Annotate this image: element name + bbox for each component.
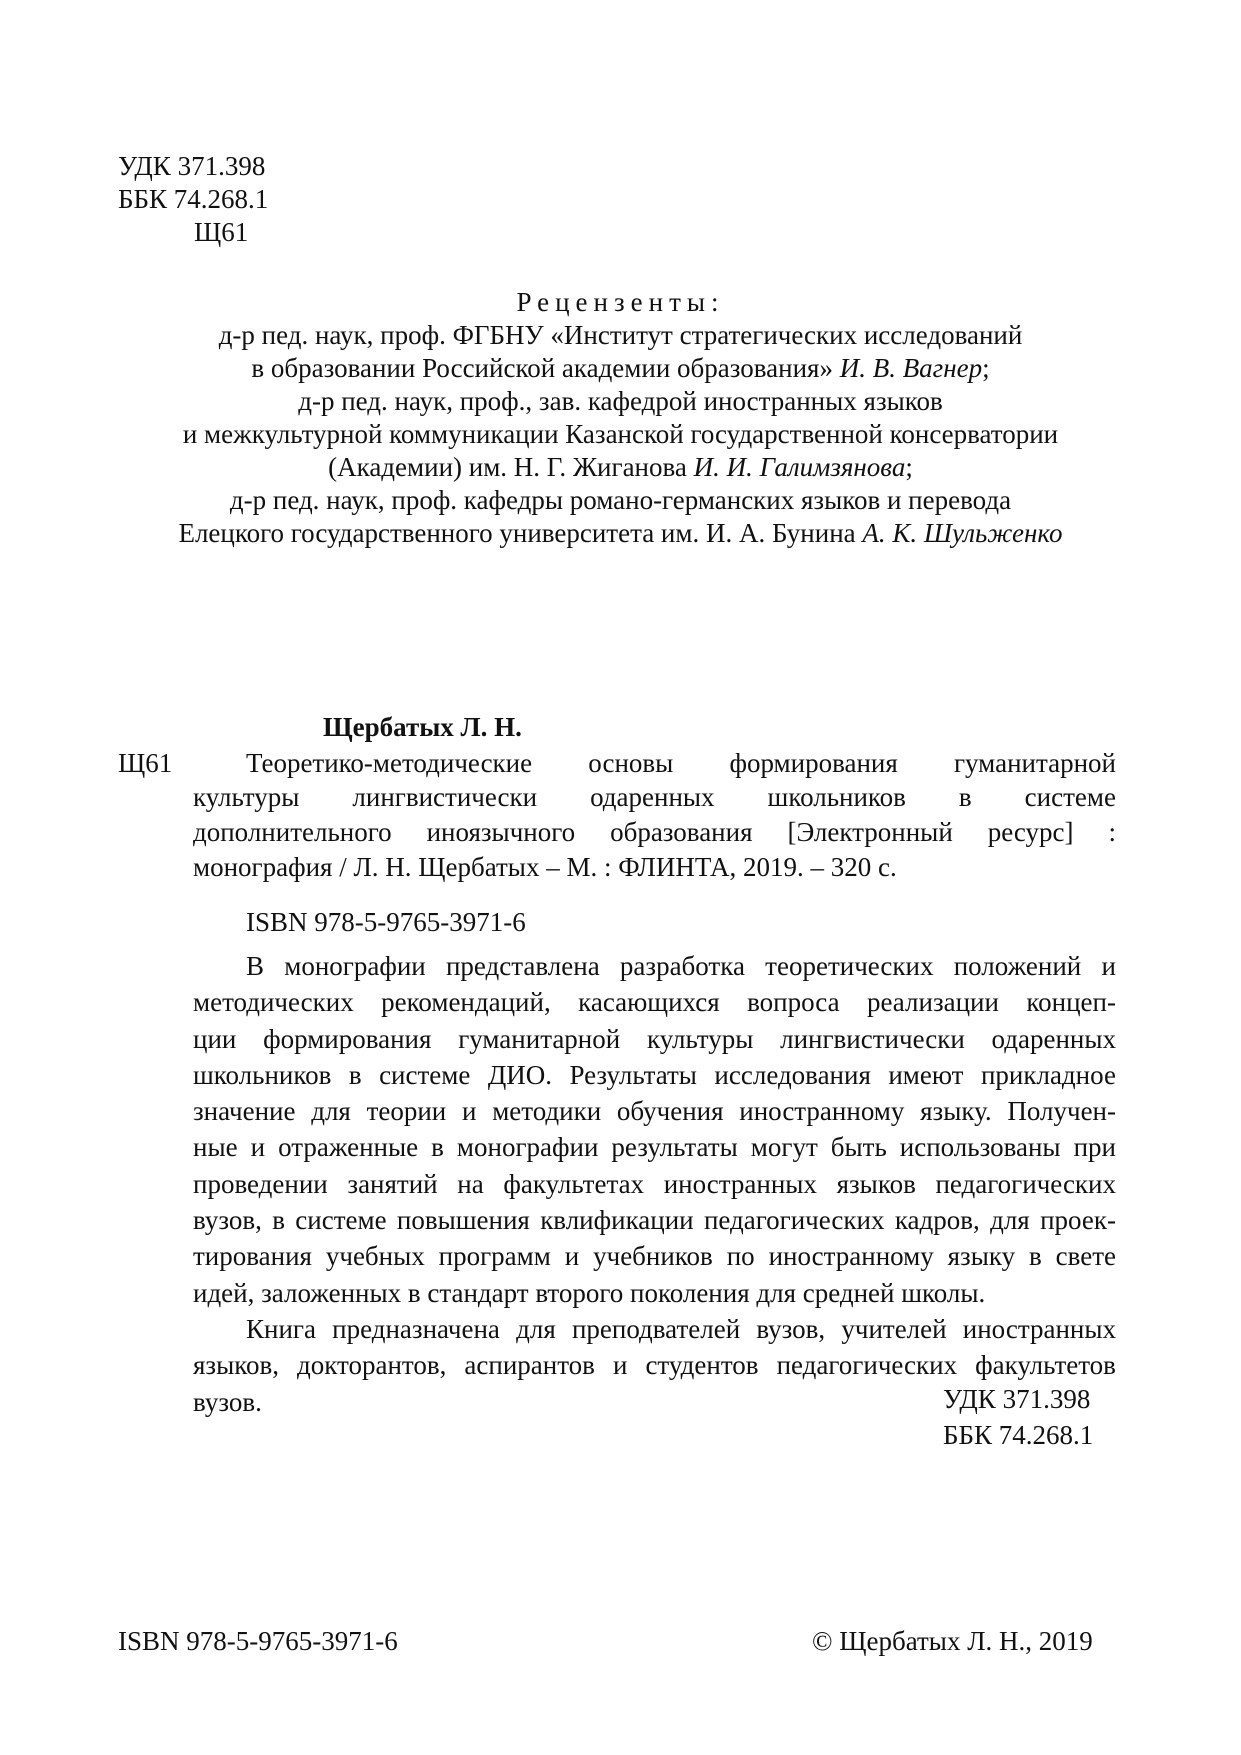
abstract-line: проведении занятий на факультетах иностранных языков педагогических xyxy=(193,1168,1116,1199)
reviewer-line: (Академии) им. Н. Г. Жиганова И. И. Галимзянова; xyxy=(328,452,913,482)
footer-isbn: ISBN 978-5-9765-3971-6 xyxy=(118,1626,398,1656)
reviewer-line: в образовании Российской академии образования» И. В. Вагнер; xyxy=(251,353,990,383)
bib-title-line-1: Теоретико-методические основы формирования гуманитарной xyxy=(246,748,1116,778)
author-sign-bib: Щ61 xyxy=(118,748,173,778)
isbn-record: ISBN 978-5-9765-3971-6 xyxy=(246,907,526,937)
abstract-line: Книга предназначена для преподвателей вузов, учителей иностранных xyxy=(246,1313,1116,1344)
udk-code: УДК 371.398 xyxy=(943,1384,1091,1414)
abstract-line: методических рекомендаций, касающихся вопроса реализации концеп- xyxy=(193,987,1116,1018)
abstract-line: тирования учебных программ и учебников по иностранному языку в свете xyxy=(193,1241,1116,1272)
abstract-line: языков, докторантов, аспирантов и студентов педагогических факультетов xyxy=(193,1350,1116,1381)
reviewers-block xyxy=(0,286,1241,550)
bib-publisher-line: монография / Л. Н. Щербатых – М. : ФЛИНТА, 2019. – 320 с. xyxy=(193,852,897,882)
author-sign: Щ61 xyxy=(194,217,249,247)
abstract-line: вузов. xyxy=(193,1386,262,1417)
reviewer-line: д-р пед. наук, проф. кафедры романо-германских языков и перевода xyxy=(229,485,1012,515)
classification-top xyxy=(118,150,268,249)
reviewers-heading: Рецензенты: xyxy=(516,287,725,317)
bib-title-line-3: дополнительного иноязычного образования [Электронный ресурс] : xyxy=(193,817,1116,847)
reviewer-name: И. И. Галимзянова xyxy=(693,452,906,482)
abstract-line: вузов, в системе повышения квлификации педагогических кадров, для проек- xyxy=(193,1205,1116,1236)
abstract-line: идей, заложенных в стандарт второго поколения для средней школы. xyxy=(193,1277,986,1308)
reviewer-name: И. В. Вагнер xyxy=(839,353,983,383)
bib-title-line-2: культуры лингвистически одаренных школьников в системе xyxy=(193,782,1116,812)
reviewer-name: А. К. Шульженко xyxy=(862,518,1063,548)
abstract-line: В монографии представлена разработка теоретических положений и xyxy=(246,951,1116,981)
footer-copyright: © Щербатых Л. Н., 2019 xyxy=(812,1626,1093,1656)
abstract-line: школьников в системе ДИО. Результаты исследования имеют прикладное xyxy=(193,1059,1116,1090)
reviewer-line: Елецкого государственного университета им. И. А. Бунина А. К. Шульженко xyxy=(178,518,1063,548)
abstract-line: ные и отраженные в монографии результаты могут быть использованы при xyxy=(193,1132,1116,1163)
bbk-code: ББК 74.268.1 xyxy=(943,1420,1094,1450)
abstract-line: ции формирования гуманитарной культуры лингвистически одаренных xyxy=(193,1023,1116,1054)
reviewer-line: д-р пед. наук, проф., зав. кафедрой иностранных языков xyxy=(298,386,943,416)
author-name: Щербатых Л. Н. xyxy=(323,712,522,742)
reviewer-line: и межкультурной коммуникации Казанской государственной консерватории xyxy=(182,419,1059,449)
abstract xyxy=(193,948,1116,1420)
reviewer-line: д-р пед. наук, проф. ФГБНУ «Институт стратегических исследований xyxy=(218,320,1023,350)
classification-bottom xyxy=(943,1381,1093,1453)
udk-code: УДК 371.398 xyxy=(118,151,266,181)
abstract-line: значение для теории и методики обучения иностранному языку. Получен- xyxy=(193,1096,1116,1127)
bbk-code: ББК 74.268.1 xyxy=(118,184,269,214)
